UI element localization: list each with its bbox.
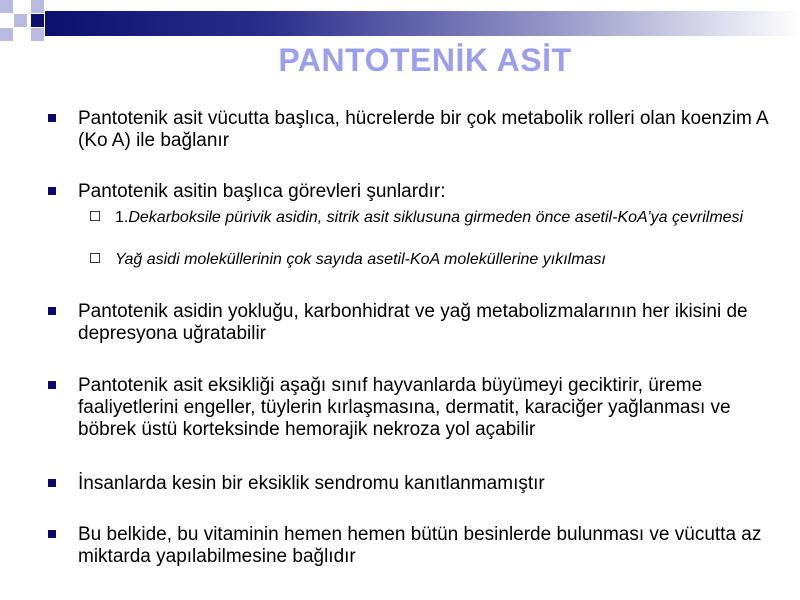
sub-bullet-marker <box>90 253 100 263</box>
bullet-text: Pantotenik asit eksikliği aşağı sınıf hayvanlarda büyümeyi geciktirir, üreme faaliyetlerini engeller, tüylerin kırlaşmasına, dermatit, karaciğer yağlanması ve böbrek üstü korteksinde hemorajik nekroza yol açabilir <box>78 375 731 440</box>
bullet-marker <box>48 530 56 538</box>
decor-square <box>31 0 44 13</box>
bullet-marker <box>48 114 56 122</box>
decor-square <box>14 0 27 13</box>
sub-bullet-marker <box>90 211 100 221</box>
bullet-marker <box>48 307 56 315</box>
decor-square <box>0 0 13 13</box>
bullet-text: Pantotenik asitin başlıca görevleri şunlardır: <box>78 181 446 202</box>
decor-square <box>0 28 13 41</box>
sub-bullet-prefix: 1. <box>115 209 129 226</box>
bullet-text: Bu belkide, bu vitaminin hemen hemen bütün besinlerde bulunması ve vücutta az miktarda yapılabilmesine bağlıdır <box>78 524 762 567</box>
bullet-marker <box>48 479 56 487</box>
sub-bullet-text: Yağ asidi moleküllerinin çok sayıda asetil-KoA moleküllerine yıkılması <box>115 251 606 268</box>
bullet-marker <box>48 187 56 195</box>
decor-square <box>31 14 44 27</box>
bullet-text: Pantotenik asidin yokluğu, karbonhidrat ve yağ metabolizmalarının her ikisini de depresyona uğratabilir <box>78 301 748 344</box>
slide-title: PANTOTENİK ASİT <box>278 42 572 78</box>
sub-bullet-body: Dekarboksile pürivik asidin, sitrik asit siklusuna girmeden önce asetil-KoA’ya çevrilmesi <box>128 209 744 226</box>
decor-square <box>31 28 44 41</box>
decor-square <box>14 14 27 27</box>
bullet-text: Pantotenik asit vücutta başlıca, hücrelerde bir çok metabolik rolleri olan koenzim A (Ko A) ile bağlanır <box>78 108 768 151</box>
bullet-marker <box>48 381 56 389</box>
header-gradient-band <box>45 11 800 36</box>
bullet-text: İnsanlarda kesin bir eksiklik sendromu kanıtlanmamıştır <box>78 473 545 494</box>
sub-bullet-text <box>115 208 775 227</box>
